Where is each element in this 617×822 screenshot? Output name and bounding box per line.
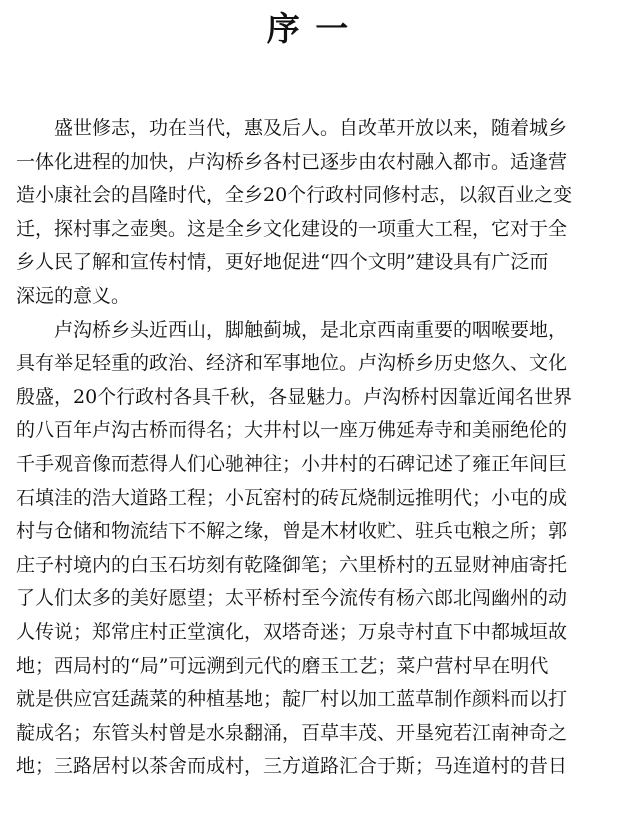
paragraph-2 [16, 314, 612, 784]
body-text [16, 112, 612, 784]
text-line: 千手观音像而惹得人们心驰神往；小井村的石碑记述了雍正年间巨 [16, 452, 568, 475]
text-line: 的八百年卢沟古桥而得名；大井村以一座万佛延寿寺和美丽绝伦的 [16, 419, 568, 442]
page-title: 序 一 [266, 9, 351, 48]
text-line: 靛成名；东管头村曾是水泉翻涌，百草丰茂、开垦宛若江南神奇之 [16, 721, 568, 744]
text-line: 迁，探村事之壶奥。这是全乡文化建设的一项重大工程，它对于全 [16, 217, 568, 240]
text-line: 造小康社会的昌隆时代，全乡20个行政村同修村志，以叙百业之变 [16, 184, 573, 207]
text-line: 就是供应宫廷蔬菜的种植基地；靛厂村以加工蓝草制作颜料而以打 [16, 688, 568, 711]
text-line: 盛世修志，功在当代，惠及后人。自改革开放以来，随着城乡 [54, 117, 568, 139]
paragraph-1 [16, 112, 612, 314]
text-line: 卢沟桥乡头近西山，脚触蓟城，是北京西南重要的咽喉要地， [54, 318, 568, 341]
text-line: 深远的意义。 [16, 284, 131, 307]
text-line: 庄子村境内的白玉石坊刻有乾隆御笔；六里桥村的五显财神庙寄托 [16, 553, 568, 576]
text-line: 石填洼的浩大道路工程；小瓦窑村的砖瓦烧制远推明代；小屯的成 [16, 486, 568, 509]
text-line: 殷盛，20个行政村各具千秋，各显魅力。卢沟桥村因靠近闻名世界 [16, 385, 573, 408]
text-line: 乡人民了解和宣传村情，更好地促进“四个文明”建设具有广泛而 [16, 251, 549, 274]
text-line: 地；西局村的“局”可远溯到元代的磨玉工艺；菜户营村早在明代 [16, 654, 549, 677]
text-line: 具有举足轻重的政治、经济和军事地位。卢沟桥乡历史悠久、文化 [16, 352, 568, 375]
text-line: 一体化进程的加快，卢沟桥乡各村已逐步由农村融入都市。适逢营 [16, 150, 568, 173]
text-line: 了人们太多的美好愿望；太平桥村至今流传有杨六郎北闯幽州的动 [16, 587, 568, 610]
text-line: 地；三路居村以茶舍而成村，三方道路汇合于斯；马连道村的昔日 [16, 755, 568, 778]
text-line: 人传说；郑常庄村正堂演化，双塔奇迷；万泉寺村直下中都城垣故 [16, 620, 568, 643]
text-line: 村与仓储和物流结下不解之缘，曾是木材收贮、驻兵屯粮之所；郭 [16, 520, 568, 543]
